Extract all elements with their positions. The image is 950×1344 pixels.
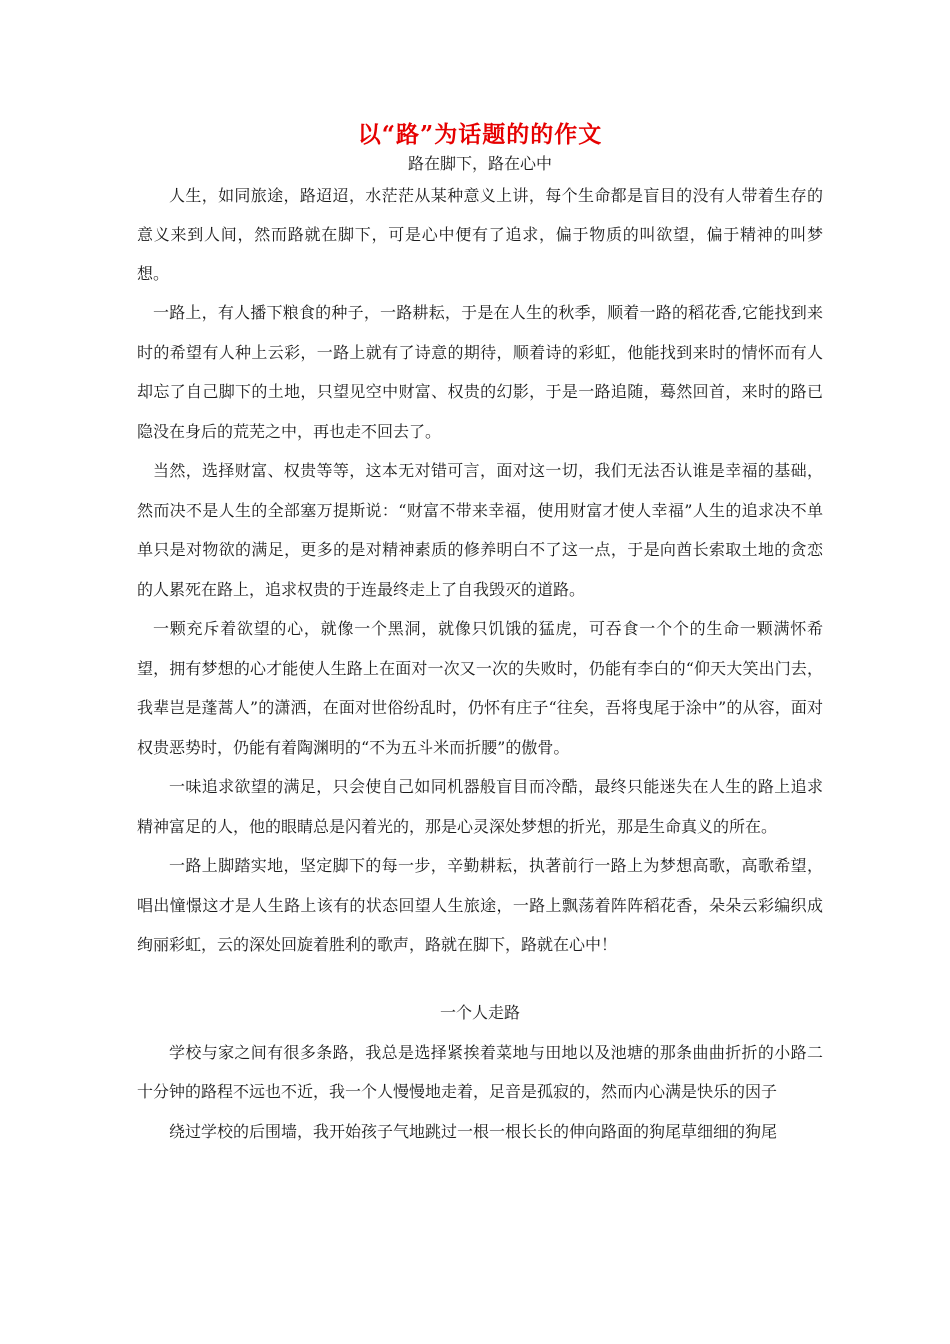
page-title: 以“路”为话题的的作文 bbox=[357, 121, 603, 148]
paragraph: 一颗充斥着欲望的心，就像一个黑洞，就像只饥饿的猛虎，可吞食一个个的生命一颗满怀希望，拥有梦想的心才能使人生路上在面对一次又一次的失败时，仍能有李白的“仰天大笑出门去，我辈岂是蓬蒿人”的潇洒，在面对世俗纷乱时，仍怀有庄子“往矣，吾将曳尾于涂中”的从容，面对权贵恶势时，仍能有着陶渊明的“不为五斗米而折腰”的傲骨。 bbox=[137, 619, 823, 757]
paragraph: 绕过学校的后围墙，我开始孩子气地跳过一根一根长长的伸向路面的狗尾草细细的狗尾 bbox=[169, 1121, 778, 1141]
essay-2 bbox=[137, 993, 823, 1152]
paragraph: 一路上脚踏实地，坚定脚下的每一步，辛勤耕耘，执著前行一路上为梦想高歌，高歌希望，唱出憧憬这才是人生路上该有的状态回望人生旅途，一路上飘荡着阵阵稻花香，朵朵云彩编织成绚丽彩虹，云的深处回旋着胜利的歌声，路就在脚下，路就在心中！ bbox=[137, 856, 823, 954]
document-body bbox=[137, 118, 823, 1151]
paragraph: 一路上，有人播下粮食的种子，一路耕耘，于是在人生的秋季，顺着一路的稻花香,它能找到来时的希望有人种上云彩，一路上就有了诗意的期待，顺着诗的彩虹，他能找到来时的情怀而有人却忘了自己脚下的土地，只望见空中财富、权贵的幻影，于是一路追随，蓦然回首，来时的路已隐没在身后的荒芜之中，再也走不回去了。 bbox=[137, 303, 823, 441]
essay-heading: 一个人走路 bbox=[439, 1002, 520, 1022]
paragraph: 学校与家之间有很多条路，我总是选择紧挨着菜地与田地以及池塘的那条曲曲折折的小路二十分钟的路程不远也不近，我一个人慢慢地走着，足音是孤寂的，然而内心满是快乐的因子 bbox=[137, 1042, 823, 1101]
essay-heading: 路在脚下，路在心中 bbox=[407, 154, 552, 173]
paragraph: 当然，选择财富、权贵等等，这本无对错可言，面对这一切，我们无法否认谁是幸福的基础，然而决不是人生的全部塞万提斯说：“财富不带来幸福，使用财富才使人幸福”人生的追求决不单单只是对物欲的满足，更多的是对精神素质的修养明白不了这一点，于是向酋长索取土地的贪恋的人累死在路上，追求权贵的于连最终走上了自我毁灭的道路。 bbox=[137, 461, 823, 599]
section-spacer bbox=[137, 965, 823, 993]
essay-1 bbox=[137, 152, 823, 965]
paragraph: 一味追求欲望的满足，只会使自己如同机器般盲目而冷酷，最终只能迷失在人生的路上追求精神富足的人，他的眼睛总是闪着光的，那是心灵深处梦想的折光，那是生命真义的所在。 bbox=[137, 777, 823, 836]
paragraph: 人生，如同旅途，路迢迢，水茫茫从某种意义上讲，每个生命都是盲目的没有人带着生存的意义来到人间，然而路就在脚下，可是心中便有了追求，偏于物质的叫欲望，偏于精神的叫梦想。 bbox=[137, 186, 823, 283]
